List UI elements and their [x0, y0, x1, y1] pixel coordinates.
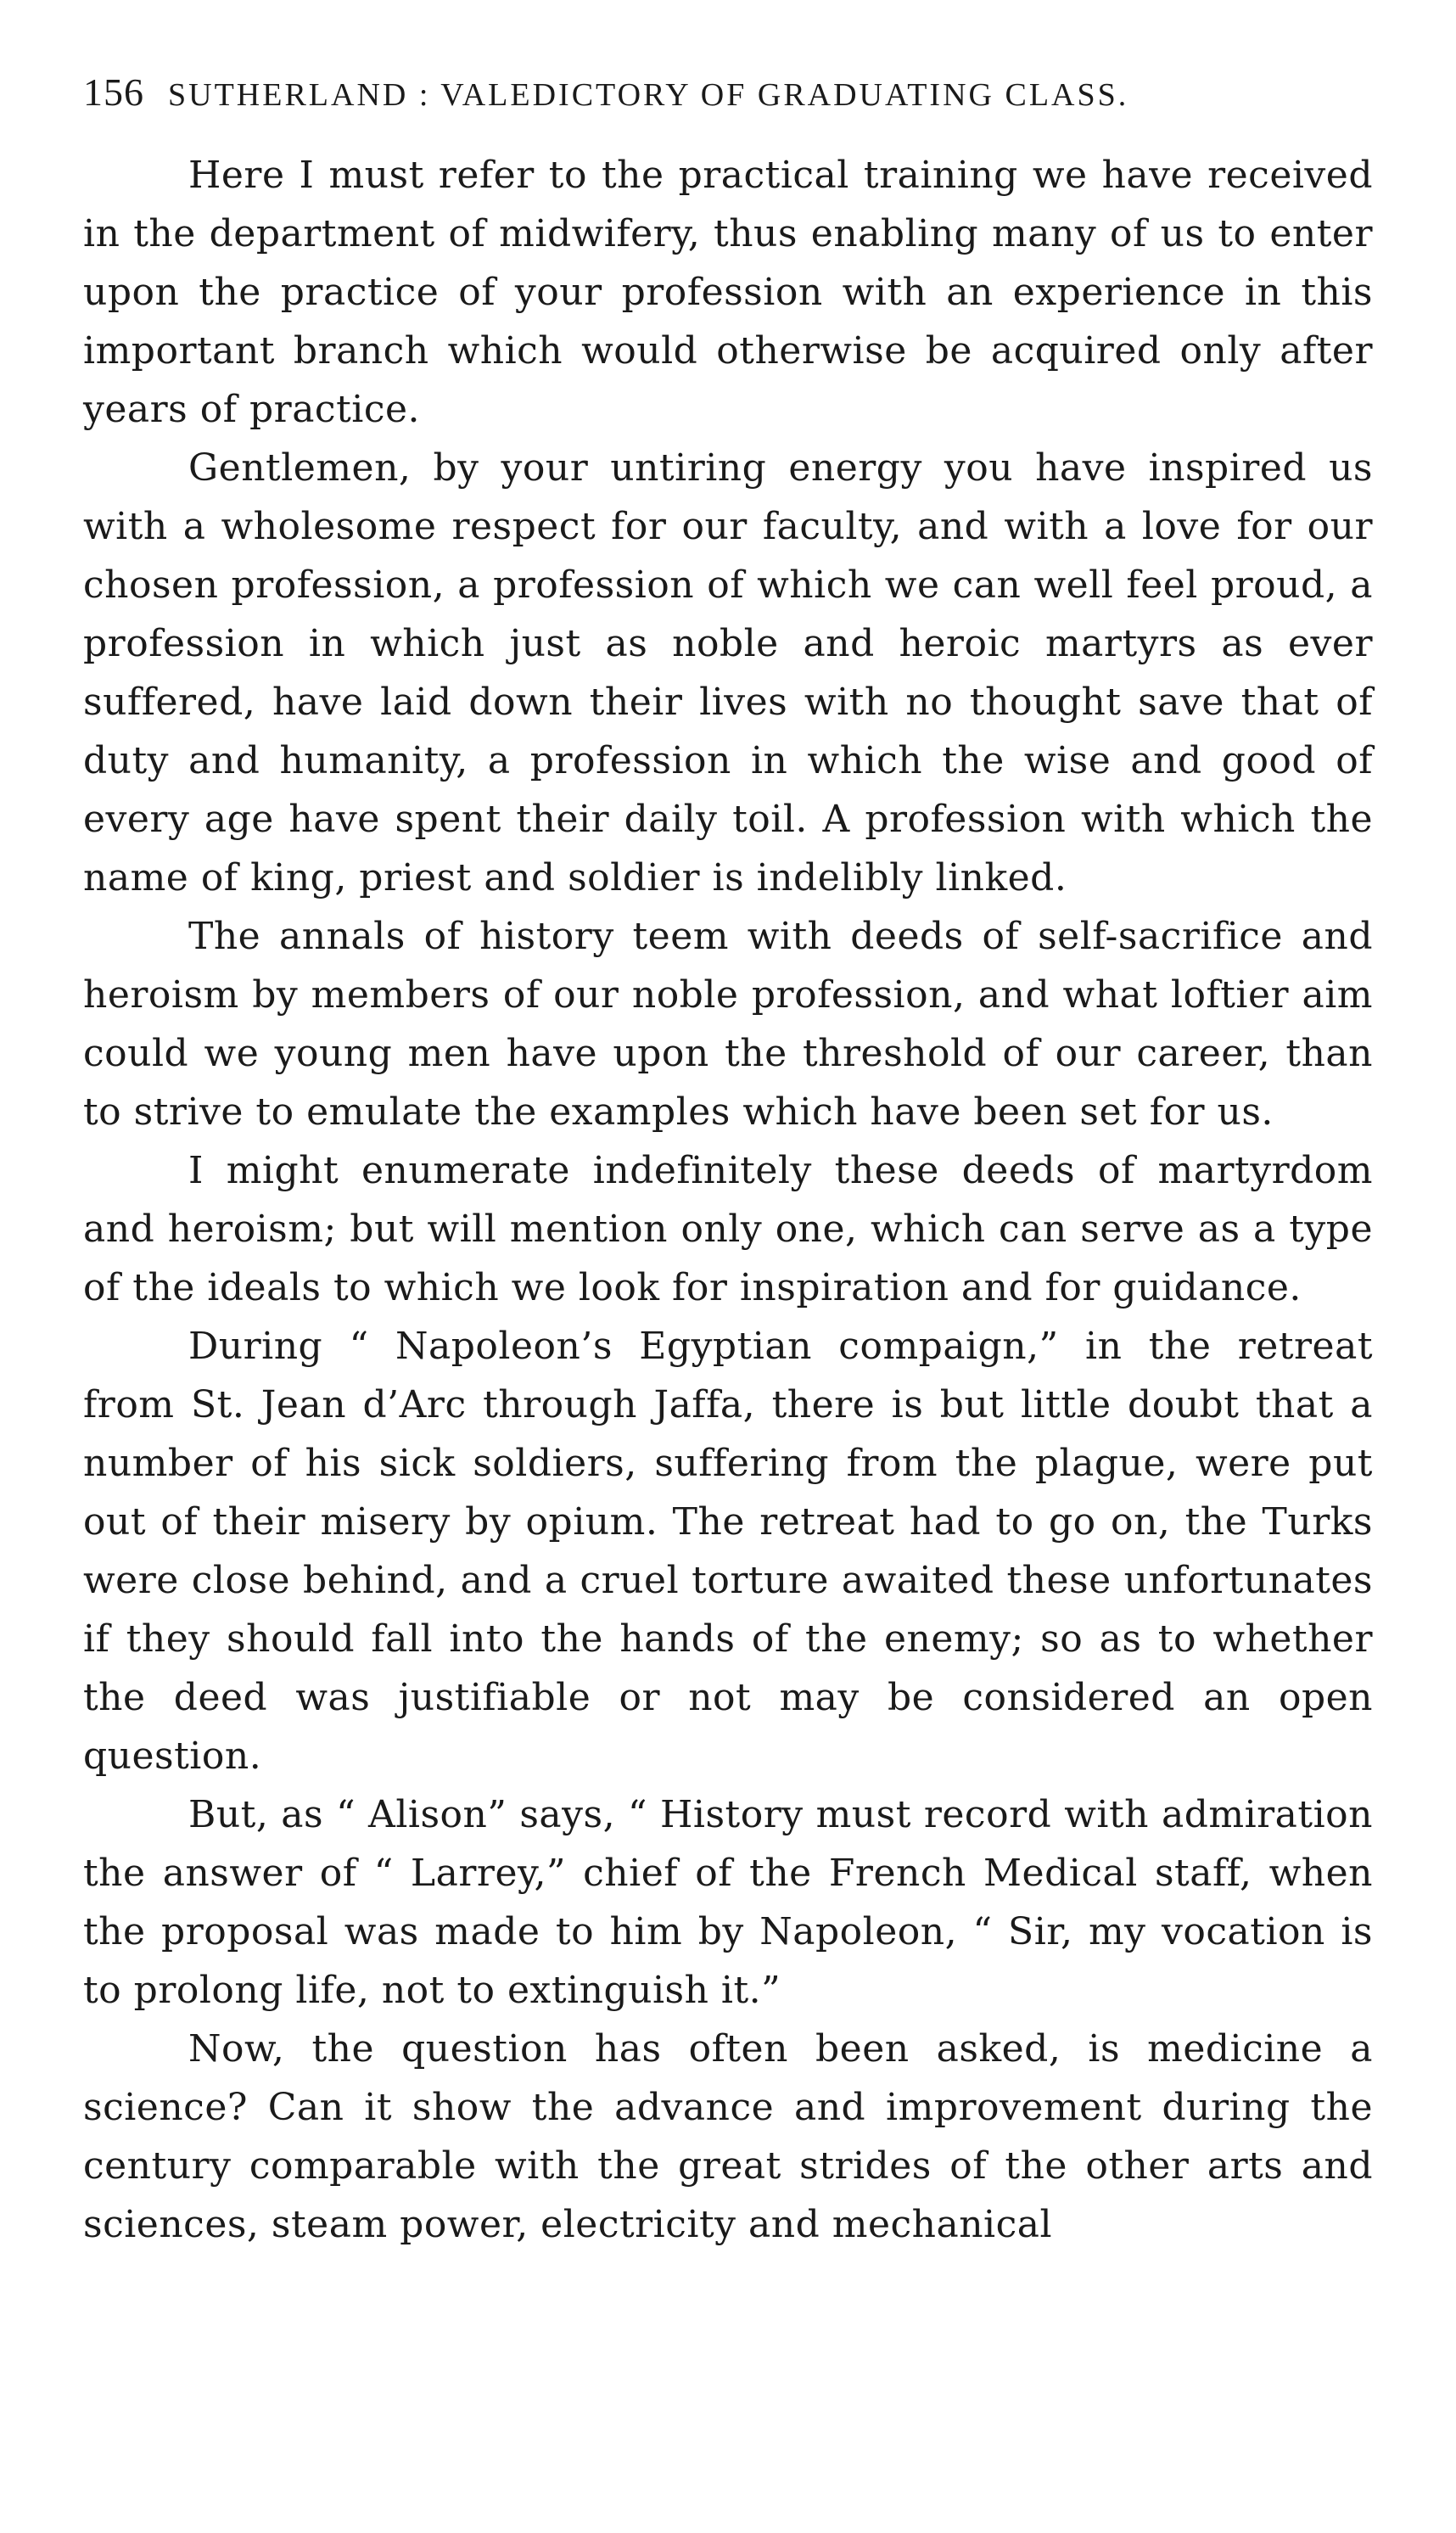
paragraph-napoleon-campaign: During “ Napoleon’s Egyptian compaign,” in the retreat from St. Jean d’Arc through Jaffa, there is but little doubt that a number of his sick soldiers, suffering from the plague, were put out of their misery by opium. The retreat had to go on, the Turks were close behind, and a cruel torture awaited these unfortunates if they should fall into the hands of the enemy; so as to whether the deed was justifiable or not may be considered an open question.: [83, 1325, 1373, 1778]
paragraph-medicine-science: Now, the question has often been asked, is medicine a science? Can it show the advance and improvement during the century comparable with the great strides of the other arts and sciences, steam power, electricity and mechanical: [83, 2027, 1373, 2246]
paragraph-annals-of-history: The annals of history teem with deeds of self-sacrifice and heroism by members of our noble profession, and what loftier aim could we young men have upon the threshold of our career, than to strive to emulate the examples which have been set for us.: [83, 915, 1373, 1134]
body-text: [83, 146, 1373, 2254]
paragraph-enumerate-deeds: I might enumerate indefinitely these deeds of martyrdom and heroism; but will mention only one, which can serve as a type of the ideals to which we look for inspiration and for guidance.: [83, 1149, 1373, 1309]
running-header: [83, 70, 1373, 120]
running-title: SUTHERLAND : VALEDICTORY OF GRADUATING CLASS.: [168, 77, 1129, 113]
paragraph-alison-larrey: But, as “ Alison” says, “ History must record with admiration the answer of “ Larrey,” chief of the French Medical staff, when the proposal was made to him by Napoleon, “ Sir, my vocation is to prolong life, not to extinguish it.”: [83, 1793, 1373, 2012]
paragraph-gentlemen: Gentlemen, by your untiring energy you have inspired us with a wholesome respect for our faculty, and with a love for our chosen profession, a profession of which we can well feel proud, a profession in which just as noble and heroic martyrs as ever suffered, have laid down their lives with no thought save that of duty and humanity, a profession in which the wise and good of every age have spent their daily toil. A profession with which the name of king, priest and soldier is indelibly linked.: [83, 446, 1373, 899]
page-number: 156: [83, 70, 144, 114]
paragraph-midwifery-training: Here I must refer to the practical training we have received in the department of midwifery, thus enabling many of us to enter upon the practice of your profession with an experience in this important branch which would otherwise be acquired only after years of practice.: [83, 154, 1373, 431]
